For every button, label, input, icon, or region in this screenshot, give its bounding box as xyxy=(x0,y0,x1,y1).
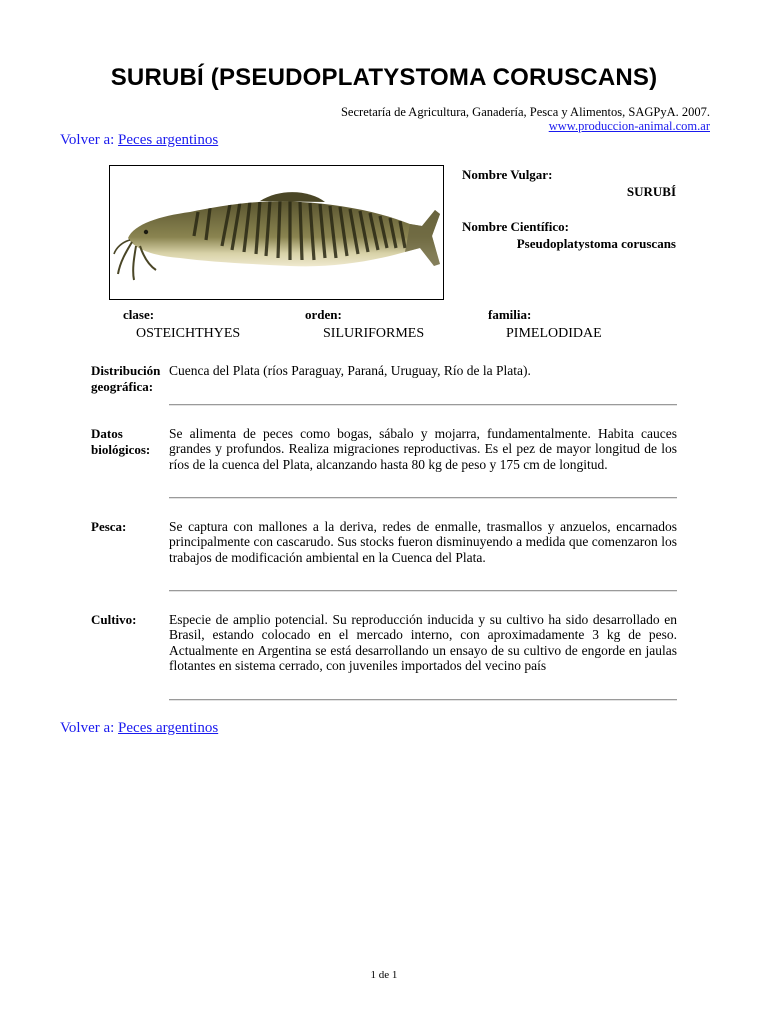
page-title: SURUBÍ (PSEUDOPLATYSTOMA CORUSCANS) xyxy=(110,64,658,91)
pesca-label: Pesca: xyxy=(91,519,127,534)
divider xyxy=(169,699,677,701)
orden-value: SILURIFORMES xyxy=(323,326,425,341)
familia-value: PIMELODIDAE xyxy=(506,326,602,341)
back-link-top[interactable]: Peces argentinos xyxy=(118,132,219,148)
back-prefix: Volver a: xyxy=(60,720,119,736)
back-link-bottom[interactable]: Peces argentinos xyxy=(118,720,219,736)
divider xyxy=(169,590,677,592)
pesca-text: Se captura con mallones a la deriva, redes de enmalle, trasmallos y anzuelos, encarnados principalmente con cascarudo. Sus stocks fueron disminuyendo a medida que comenzaron los trabajos de modificación ambiental en la Cuenca del Plata. xyxy=(169,519,677,565)
page-number: 1 de 1 xyxy=(370,969,398,981)
divider xyxy=(169,497,677,499)
surubi-fish-image xyxy=(110,166,443,299)
distribucion-text: Cuenca del Plata (ríos Paraguay, Paraná, Uruguay, Río de la Plata). xyxy=(169,363,531,378)
distribucion-label-line2: geográfica: xyxy=(91,379,154,394)
source-citation xyxy=(341,105,710,133)
nombre-vulgar-label: Nombre Vulgar: xyxy=(462,167,553,182)
datos-label-line2: biológicos: xyxy=(91,442,151,457)
divider xyxy=(169,404,677,406)
orden-label: orden: xyxy=(305,307,342,322)
nombre-cientifico-value: Pseudoplatystoma coruscans xyxy=(516,236,676,251)
back-nav-bottom xyxy=(60,720,218,737)
distribucion-label xyxy=(91,363,160,395)
clase-label: clase: xyxy=(123,307,155,322)
nombre-vulgar-value: SURUBÍ xyxy=(626,184,676,199)
distribucion-label-line1: Distribución xyxy=(91,363,161,378)
cultivo-label: Cultivo: xyxy=(91,612,137,627)
datos-label-line1: Datos xyxy=(91,426,123,441)
datos-label xyxy=(91,426,150,458)
source-line: Secretaría de Agricultura, Ganadería, Pesca y Alimentos, SAGPyA. 2007. xyxy=(340,105,710,119)
cultivo-text: Especie de amplio potencial. Su reproducción inducida y su cultivo ha sido desarrollado en Brasil, estando colocado en el mercado interno, con aproximadamente 3 kg de peso. Actualmente en Argentina se está desarrollando un ensayo de su cultivo de engorde en jaulas flotantes en sistema cerrado, con juveniles importados del vecino país xyxy=(169,612,677,673)
back-nav-top xyxy=(60,132,218,149)
back-prefix: Volver a: xyxy=(60,132,119,148)
nombre-cientifico-label: Nombre Científico: xyxy=(462,219,569,234)
fish-photo xyxy=(109,165,444,300)
datos-text: Se alimenta de peces como bogas, sábalo y mojarra, fundamentalmente. Habita cauces grandes y profundos. Realiza migraciones reproductivas. Es el pez de mayor longitud de los ríos de la cuenca del Plata, alcanzando hasta 80 kg de peso y 175 cm de longitud. xyxy=(169,426,677,472)
familia-label: familia: xyxy=(488,307,532,322)
source-url-link[interactable]: www.produccion-animal.com.ar xyxy=(548,119,710,133)
clase-value: OSTEICHTHYES xyxy=(136,326,241,341)
